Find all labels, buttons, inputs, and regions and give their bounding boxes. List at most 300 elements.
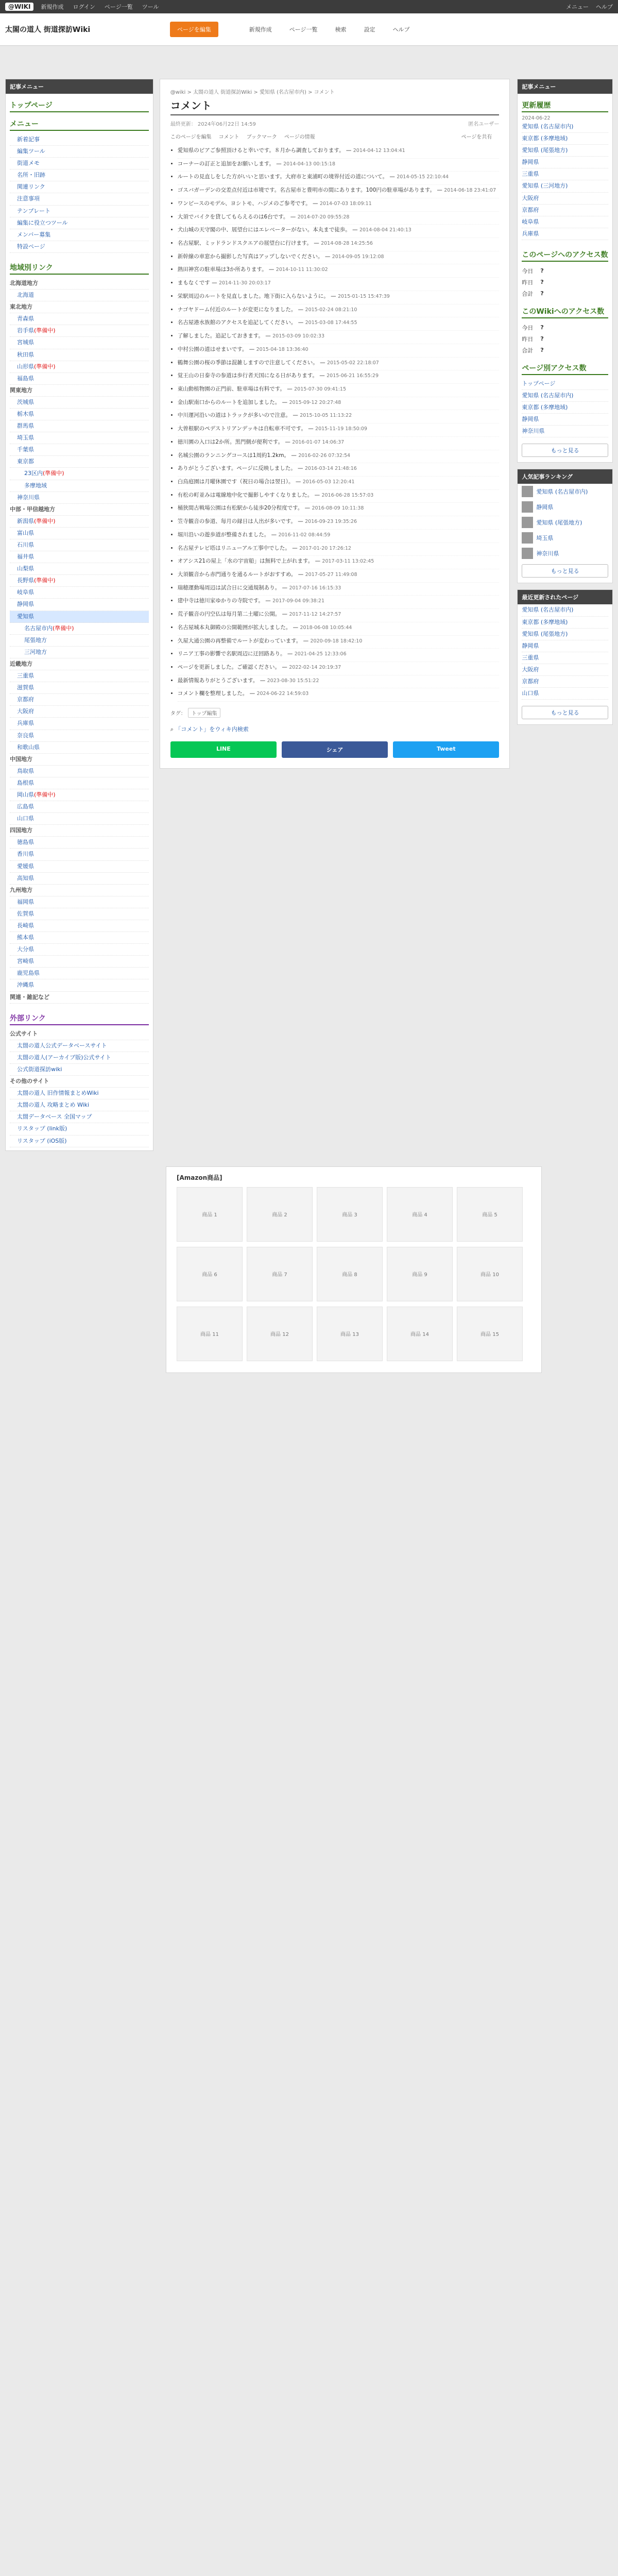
breadcrumb[interactable]: @wiki > 太閤の道人 街道探訪Wiki > 愛知県 (名古屋市内) > コメント (170, 90, 335, 95)
menu-item[interactable] (10, 193, 149, 205)
topbar-nav-item[interactable]: ページ一覧 (104, 4, 133, 10)
region-item[interactable] (10, 849, 149, 860)
recent-item-label[interactable]: 岐阜県 (522, 218, 539, 225)
comment-item: • リニア工事の影響で名駅周辺に迂回路あり。 — 2021-04-25 12:33:06 (178, 649, 500, 662)
menu-item[interactable] (10, 146, 149, 158)
ranking-item-label[interactable]: 静岡県 (522, 416, 539, 423)
edit-page-button[interactable]: ページを編集 (170, 22, 218, 37)
topbar-right-item[interactable]: メニュー (566, 4, 589, 10)
product-grid (177, 1187, 531, 1366)
comment-text: 鶴舞公園の桜の季節は混雑しますので注意してください。 (177, 359, 318, 366)
region-item[interactable] (10, 861, 149, 873)
latest-item[interactable] (522, 652, 608, 664)
latest-item-label[interactable]: 山口県 (522, 690, 539, 697)
external-link-label[interactable]: 太閤の道人 攻略まとめ Wiki (17, 1101, 90, 1109)
access-row (519, 277, 546, 287)
comment-item: • 建中寺は徳川家ゆかりの寺院です。 — 2017-09-04 09:38:21 (178, 596, 500, 609)
external-link-label: 公式サイト (10, 1030, 38, 1037)
ranking-more-button[interactable]: もっと見る (522, 444, 608, 457)
region-item[interactable] (10, 492, 149, 504)
region-item-label[interactable]: 和歌山県 (17, 743, 40, 751)
comment-item: • 中川運河沿いの道はトラックが多いので注意。 — 2015-10-05 11:13:22 (178, 410, 500, 423)
header-menu-item[interactable]: 新規作成 (249, 26, 272, 33)
region-item-label[interactable]: 山形県 (17, 363, 34, 370)
menu-item-label[interactable]: 編集に役立つツール (17, 219, 68, 226)
region-item[interactable] (10, 456, 149, 468)
left-menu-box-title: 記事メニュー (6, 79, 153, 94)
region-item[interactable] (10, 944, 149, 956)
region-item[interactable] (10, 932, 149, 944)
comment-date: 2018-06-08 10:05:44 (300, 624, 352, 631)
comment-text: 名城公園のランニングコースは1周約1.2km。 (177, 452, 289, 459)
region-item[interactable] (10, 896, 149, 908)
region-item (10, 992, 149, 1004)
region-item-label[interactable]: 鳥取県 (17, 767, 34, 774)
page-tool-item[interactable]: ページの情報 (284, 134, 315, 140)
region-item-label[interactable]: 滋賀県 (17, 684, 34, 691)
topbar-right-item[interactable]: ヘルプ (596, 4, 613, 10)
region-item[interactable] (10, 480, 149, 492)
comment-item: • ありがとうございます。ページに反映しました。 — 2016-03-14 21:48:16 (178, 463, 500, 477)
line-share-button[interactable]: LINE (170, 741, 277, 758)
region-item[interactable] (10, 813, 149, 825)
recent-item[interactable] (522, 193, 608, 205)
region-item-label[interactable]: 愛媛県 (17, 862, 34, 870)
region-item[interactable] (10, 908, 149, 920)
popular-item[interactable] (518, 484, 612, 499)
topbar-nav-item[interactable]: 新規作成 (41, 4, 64, 10)
region-item-label[interactable]: 23区内 (24, 470, 43, 477)
latest-item[interactable] (522, 688, 608, 700)
menu-item-label[interactable]: 新着記事 (17, 136, 40, 143)
comment-item: • 名古屋駅、ミッドランドスクエアの展望台に行けます。 — 2014-08-28 14:25:56 (178, 238, 500, 251)
popular-item[interactable] (518, 515, 612, 530)
comment-text: 名古屋港水族館のアクセスを追記してください。 (177, 319, 297, 326)
external-link-item[interactable] (10, 1099, 149, 1111)
menu-item-label[interactable]: 関連リンク (17, 183, 45, 191)
region-item-label[interactable]: 福井県 (17, 553, 34, 561)
region-item-label[interactable]: 鹿児島県 (17, 970, 40, 977)
region-item[interactable] (10, 397, 149, 409)
wiki-title[interactable]: 太閤の道人 街道探訪Wiki (5, 26, 91, 34)
latest-item-label[interactable]: 愛知県 (名古屋市内) (522, 606, 574, 614)
region-item-label[interactable]: 栃木県 (17, 410, 34, 417)
product-card[interactable]: 商品 2 (247, 1187, 313, 1242)
menu-item[interactable] (10, 217, 149, 229)
external-link-item[interactable] (10, 1052, 149, 1064)
recent-item-label[interactable]: 兵庫県 (522, 230, 539, 237)
external-link-item[interactable] (10, 1040, 149, 1052)
product-card[interactable]: 商品 5 (457, 1187, 523, 1242)
region-item-label[interactable]: 群馬県 (17, 422, 34, 430)
region-item[interactable] (10, 575, 149, 587)
region-item[interactable] (10, 313, 149, 325)
recent-item-label[interactable]: 愛知県 (尾張地方) (522, 147, 568, 154)
popular-item[interactable] (518, 530, 612, 546)
region-item-label[interactable]: 神奈川県 (17, 494, 40, 501)
region-item-label[interactable]: 三河地方 (24, 648, 47, 655)
region-item[interactable] (10, 873, 149, 885)
region-item-label[interactable]: 山口県 (17, 815, 34, 822)
popular-thumbnail (522, 532, 533, 544)
latest-item-label[interactable]: 三重県 (522, 654, 539, 661)
region-item[interactable] (10, 789, 149, 801)
region-item-label[interactable]: 新潟県 (17, 517, 34, 524)
comment-item: • 瑞穂運動場周辺は試合日に交通規制あり。 — 2017-07-16 16:15:33 (178, 583, 500, 596)
region-item-label[interactable]: 香川県 (17, 851, 34, 858)
product-card[interactable]: 商品 15 (457, 1307, 523, 1361)
comment-text: ありがとうございます。ページに反映しました。 (177, 465, 296, 472)
region-section-title: 地域別リンク (10, 262, 149, 275)
comment-item: • 堀川沿いの遊歩道が整備されました。 — 2016-11-02 08:44:59 (178, 530, 500, 543)
topbar-nav-item[interactable]: ログイン (73, 4, 95, 10)
region-item-label[interactable]: 富山県 (17, 529, 34, 536)
region-item-label[interactable]: 熊本県 (17, 934, 34, 941)
region-item-label[interactable]: 尾張地方 (24, 636, 47, 643)
region-item-label[interactable]: 多摩地域 (24, 482, 47, 489)
region-item[interactable] (10, 432, 149, 444)
menu-item-label[interactable]: 注意事項 (17, 195, 40, 202)
region-item-label[interactable]: 徳島県 (17, 839, 34, 846)
header-menu-item[interactable]: ヘルプ (392, 26, 410, 33)
ranking-item[interactable] (522, 402, 608, 414)
region-item[interactable] (10, 325, 149, 337)
menu-item[interactable] (10, 241, 149, 253)
comment-list (170, 145, 500, 702)
popular-item[interactable] (518, 499, 612, 515)
menu-item[interactable] (10, 181, 149, 193)
tweet-button[interactable]: Tweet (393, 741, 499, 758)
region-item-label[interactable]: 愛知県 (17, 613, 34, 620)
region-item-label[interactable]: 岡山県 (17, 791, 34, 798)
region-item-label[interactable]: 三重県 (17, 672, 34, 680)
menu-item[interactable] (10, 170, 149, 181)
access-label: 合計 (522, 347, 534, 354)
region-item-label[interactable]: 山梨県 (17, 565, 34, 572)
ranking-item[interactable] (522, 378, 608, 390)
comment-text: コーナーの訂正と追加をお願いします。 (177, 160, 274, 167)
product-card[interactable]: 商品 12 (247, 1307, 313, 1361)
recent-item-label[interactable]: 愛知県 (名古屋市内) (522, 123, 574, 130)
facebook-share-button[interactable]: シェア (282, 741, 388, 758)
latest-item[interactable] (522, 664, 608, 676)
region-item[interactable] (10, 587, 149, 599)
region-item[interactable] (10, 468, 149, 480)
menu-item[interactable] (10, 134, 149, 146)
menu-item-label[interactable]: 名所・旧跡 (17, 172, 45, 179)
menu-item[interactable] (10, 158, 149, 170)
region-item[interactable] (10, 409, 149, 420)
tags-label: タグ： (170, 711, 186, 717)
region-item (10, 754, 149, 766)
comment-date: 2014-08-04 21:40:13 (359, 227, 411, 233)
recent-item[interactable] (522, 168, 608, 180)
region-item[interactable] (10, 373, 149, 385)
region-item-label[interactable]: 長野県 (17, 577, 34, 584)
region-item[interactable] (10, 528, 149, 539)
search-icon: ⌕ (170, 726, 176, 733)
menu-item-label[interactable]: テンプレート (17, 207, 51, 214)
comment-item: • 愛知県のピアご参照頂けると幸いです。８月から調査しております。 — 2014-04-12 13:04:41 (178, 145, 500, 159)
comment-date: 2014-04-12 13:04:41 (353, 148, 405, 154)
region-item-label[interactable]: 福島県 (17, 375, 34, 382)
region-item[interactable] (10, 742, 149, 754)
comment-text: 中川運河沿いの道はトラックが多いので注意。 (177, 412, 291, 419)
region-item-label[interactable]: 岐阜県 (17, 589, 34, 596)
region-item[interactable] (10, 290, 149, 301)
external-link-item (10, 1076, 149, 1088)
recent-item[interactable] (522, 145, 608, 157)
region-item[interactable] (10, 599, 149, 611)
recent-item[interactable] (522, 228, 608, 240)
region-item-note: (準備中) (34, 327, 56, 334)
region-item[interactable] (10, 979, 149, 991)
atwiki-logo[interactable]: @WIKI (5, 3, 33, 11)
menu-item-label[interactable]: 特設ページ (17, 243, 45, 250)
region-item[interactable] (10, 956, 149, 968)
external-link-item[interactable] (10, 1136, 149, 1147)
share-page-link[interactable]: ページを共有 (461, 134, 492, 140)
comment-date: 2015-11-19 18:50:09 (315, 426, 367, 432)
comment-item: • 最新情報ありがとうございます。 — 2023-08-30 15:51:22 (178, 675, 500, 689)
recent-item-label[interactable]: 東京都 (多摩地域) (522, 135, 568, 142)
region-item-label[interactable]: 島根県 (17, 779, 34, 786)
region-item[interactable] (10, 694, 149, 706)
region-item[interactable] (10, 968, 149, 979)
region-item-label[interactable]: 静岡県 (17, 601, 34, 608)
external-link-label[interactable]: 太閤の道人公式データベースサイト (17, 1042, 107, 1049)
region-item-label[interactable]: 沖縄県 (17, 981, 34, 989)
product-card[interactable]: 商品 4 (387, 1187, 453, 1242)
region-item-label[interactable]: 千葉県 (17, 446, 34, 453)
recent-item[interactable] (522, 133, 608, 145)
region-item-label[interactable]: 岩手県 (17, 327, 34, 334)
region-item[interactable] (10, 647, 149, 658)
region-item[interactable] (10, 444, 149, 456)
region-item[interactable] (10, 349, 149, 361)
region-item-label[interactable]: 宮崎県 (17, 958, 34, 965)
popular-item[interactable] (518, 546, 612, 561)
region-item[interactable] (10, 682, 149, 694)
region-item-label: 北海道地方 (10, 279, 38, 286)
product-card[interactable]: 商品 14 (387, 1307, 453, 1361)
region-item-note: (準備中) (34, 791, 56, 798)
page-tool-item[interactable]: このページを編集 (170, 134, 212, 140)
product-card[interactable]: 商品 3 (317, 1187, 383, 1242)
external-link-label[interactable]: リスタップ (iOS版) (17, 1137, 67, 1144)
popular-item-label[interactable]: 愛知県 (尾張地方) (536, 519, 582, 527)
tag-item[interactable]: トップ編集 (188, 708, 221, 718)
region-item-label: 中部・甲信越地方 (10, 505, 55, 513)
menu-item-label[interactable]: メンバー募集 (17, 231, 51, 238)
comment-item: • 徳川園の入口は2か所。黒門側が便利です。 — 2016-01-07 14:06:37 (178, 437, 500, 450)
latest-item-label[interactable]: 京都府 (522, 677, 539, 685)
region-item[interactable] (10, 718, 149, 730)
product-card[interactable]: 商品 9 (387, 1247, 453, 1301)
external-link-label[interactable]: 公式街道探訪wiki (17, 1065, 62, 1073)
region-item-label[interactable]: 兵庫県 (17, 720, 34, 727)
region-item-label[interactable]: 東京都 (17, 458, 34, 465)
region-item-label[interactable]: 佐賀県 (17, 910, 34, 917)
recent-item-label[interactable]: 愛知県 (三河地方) (522, 182, 568, 190)
latest-item[interactable] (522, 617, 608, 629)
left-menu-box (5, 79, 153, 1151)
region-item-label[interactable]: 大分県 (17, 946, 34, 953)
wiki-header (0, 13, 618, 46)
page-tool-item[interactable]: コメント (218, 134, 239, 140)
product-card[interactable]: 商品 10 (457, 1247, 523, 1301)
popular-more-button[interactable]: もっと見る (522, 564, 608, 578)
region-item-label[interactable]: 長崎県 (17, 922, 34, 929)
menu-item-label[interactable]: 編集ツール (17, 148, 45, 155)
right-sidebar (517, 79, 613, 731)
popular-item-label[interactable]: 静岡県 (536, 504, 554, 511)
external-link-label[interactable]: 太閤の道人 旧作情報まとめWiki (17, 1090, 99, 1097)
comment-text: 最新情報ありがとうございます。 (177, 677, 259, 684)
comment-item: • 熱田神宮の駐車場は3か所あります。 — 2014-10-11 11:30:02 (178, 264, 500, 278)
region-item[interactable] (10, 539, 149, 551)
popular-item-label[interactable]: 神奈川県 (536, 550, 559, 557)
region-item[interactable] (10, 801, 149, 813)
product-card[interactable]: 商品 1 (177, 1187, 243, 1242)
recent-item-label[interactable]: 三重県 (522, 171, 539, 178)
popular-item-label[interactable]: 愛知県 (名古屋市内) (536, 488, 588, 496)
region-item-label[interactable]: 青森県 (17, 315, 34, 323)
region-item[interactable] (10, 516, 149, 528)
product-card[interactable]: 商品 11 (177, 1307, 243, 1361)
recent-item[interactable] (522, 180, 608, 192)
comment-date: 2017-11-12 14:27:57 (289, 612, 341, 618)
ranking-item-label[interactable]: 神奈川県 (522, 428, 545, 435)
comment-text: オアシス21の屋上「水の宇宙船」は無料で上がれます。 (177, 558, 314, 565)
external-link-item[interactable] (10, 1064, 149, 1076)
latest-more-button[interactable]: もっと見る (522, 706, 608, 719)
ranking-item[interactable] (522, 414, 608, 426)
wiki-search-link-text[interactable]: 「コメント」をウィキ内検索 (175, 726, 249, 733)
region-item[interactable] (10, 706, 149, 718)
latest-item-label[interactable]: 東京都 (多摩地域) (522, 618, 568, 625)
popular-item-label[interactable]: 埼玉県 (536, 535, 554, 542)
region-item[interactable] (10, 920, 149, 932)
top-page-link[interactable]: トップページ (10, 100, 149, 112)
menu-item-label[interactable]: 街道メモ (17, 160, 40, 167)
region-item[interactable] (10, 563, 149, 575)
comment-item: • コメント欄を整理しました。 — 2024-06-22 14:59:03 (178, 688, 500, 702)
region-item[interactable] (10, 623, 149, 635)
topbar-nav-item[interactable]: ツール (142, 4, 159, 10)
wiki-search-comment-link[interactable] (170, 725, 500, 733)
ranking-item[interactable] (522, 426, 608, 437)
region-item-note: (準備中) (43, 470, 64, 477)
header-menu-item[interactable]: ページ一覧 (289, 26, 318, 33)
external-link-item[interactable] (10, 1111, 149, 1123)
latest-item[interactable] (522, 629, 608, 640)
latest-item-label[interactable]: 大阪府 (522, 666, 539, 673)
region-item-label[interactable]: 京都府 (17, 696, 34, 703)
region-item-label[interactable]: 福岡県 (17, 898, 34, 905)
external-link-label[interactable]: リスタップ (link版) (17, 1125, 67, 1132)
ranking-item-label[interactable]: 愛知県 (名古屋市内) (522, 392, 574, 399)
ranking-item-label[interactable]: 東京都 (多摩地域) (522, 404, 568, 411)
recent-item-label[interactable]: 大阪府 (522, 194, 539, 201)
region-item-label[interactable]: 埼玉県 (17, 434, 34, 442)
access-label: 合計 (522, 290, 534, 297)
recent-item-label[interactable]: 京都府 (522, 206, 539, 213)
region-item[interactable] (10, 730, 149, 742)
ranking-item-label[interactable]: トップページ (522, 380, 556, 387)
region-item-label[interactable]: 宮城県 (17, 339, 34, 346)
page-tool-item[interactable]: ブックマーク (246, 134, 277, 140)
region-item[interactable] (10, 670, 149, 682)
latest-item[interactable] (522, 640, 608, 652)
region-item-label[interactable]: 茨城県 (17, 398, 34, 405)
external-link-item[interactable] (10, 1088, 149, 1099)
region-item[interactable] (10, 766, 149, 777)
region-item-label[interactable]: 北海道 (17, 292, 34, 299)
recent-item[interactable] (522, 157, 608, 168)
latest-title: 最近更新されたページ (518, 590, 612, 604)
comment-text: ワンピースのモデル、ヨシトモ、ハジメのご参考です。 (177, 200, 311, 207)
region-item[interactable] (10, 837, 149, 849)
region-item-label[interactable]: 奈良県 (17, 732, 34, 739)
latest-item[interactable] (522, 604, 608, 616)
recent-item[interactable] (522, 205, 608, 216)
comment-text: 熱田神宮の駐車場は3か所あります。 (177, 266, 267, 273)
region-item-label[interactable]: 秋田県 (17, 351, 34, 358)
comment-date: 2017-05-27 11:49:08 (305, 572, 357, 578)
recent-item-label[interactable]: 静岡県 (522, 159, 539, 166)
region-item-label[interactable]: 高知県 (17, 874, 34, 882)
region-item[interactable] (10, 777, 149, 789)
external-link-item[interactable] (10, 1123, 149, 1135)
region-item[interactable] (10, 551, 149, 563)
comment-date: 2015-03-08 17:44:55 (305, 320, 357, 326)
external-link-label[interactable]: 太閤データベース 全国マップ (17, 1113, 92, 1121)
region-item-label[interactable]: 石川県 (17, 541, 34, 548)
product-card[interactable]: 商品 6 (177, 1247, 243, 1301)
region-item[interactable] (10, 337, 149, 349)
product-card[interactable]: 商品 8 (317, 1247, 383, 1301)
latest-item-label[interactable]: 静岡県 (522, 642, 539, 649)
region-item[interactable] (10, 420, 149, 432)
header-menu-item[interactable]: 検索 (335, 26, 347, 33)
recent-item[interactable] (522, 121, 608, 133)
region-item[interactable] (10, 361, 149, 373)
region-item-label[interactable]: 名古屋市内 (24, 624, 53, 632)
product-card[interactable]: 商品 7 (247, 1247, 313, 1301)
latest-item-label[interactable]: 愛知県 (尾張地方) (522, 630, 568, 637)
product-card[interactable]: 商品 13 (317, 1307, 383, 1361)
access-count: ? (540, 335, 544, 343)
external-link-label[interactable]: 太閤の道人(アーカイブ版)公式サイト (17, 1054, 111, 1061)
comment-text: ページを更新しました。ご確認ください。 (177, 664, 281, 671)
region-item-label[interactable]: 広島県 (17, 803, 34, 810)
menu-item[interactable] (10, 229, 149, 241)
comment-date: 2015-07-30 09:41:15 (294, 386, 347, 392)
comment-text: ルートの見直しをした方がいいと思います。大府市と東浦町の境界付近の道について。 (177, 174, 388, 180)
region-item[interactable] (10, 635, 149, 647)
page-body (0, 46, 618, 1157)
menu-item[interactable] (10, 206, 149, 217)
global-topbar (0, 0, 618, 13)
latest-item[interactable] (522, 676, 608, 688)
left-sidebar (5, 79, 153, 1157)
recent-item[interactable] (522, 216, 608, 228)
ranking-item[interactable] (522, 390, 608, 402)
region-item[interactable] (10, 611, 149, 623)
header-menu-item[interactable]: 設定 (364, 26, 375, 33)
region-item-label[interactable]: 大阪府 (17, 708, 34, 715)
